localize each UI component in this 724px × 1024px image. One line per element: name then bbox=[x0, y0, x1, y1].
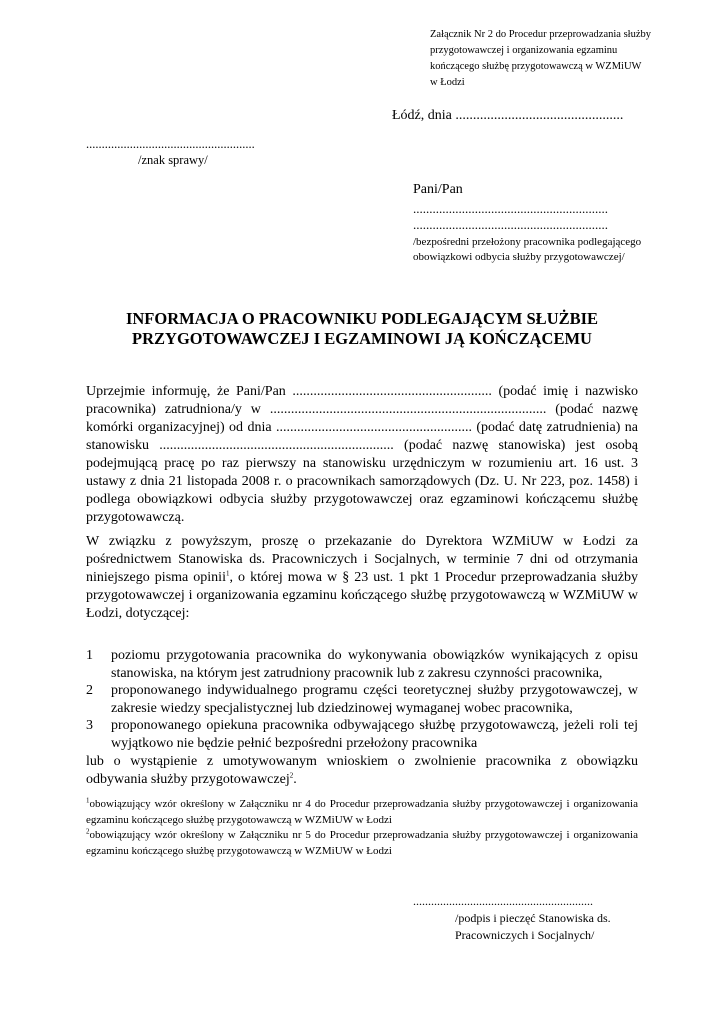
annex-line: przygotowawczej i organizowania egzaminu bbox=[430, 45, 618, 56]
list-item-number: 1 bbox=[86, 648, 93, 663]
footnote-text: obowiązujący wzór określony w Załączniku nr 4 do Procedur przeprowadzania służby przygotowawczej i organizowania egzaminu kończącego służbę przygotowawczą w WZMiUW w Łodzi bbox=[86, 798, 638, 826]
annex-line: Załącznik Nr 2 do Procedur przeprowadzania służby bbox=[430, 29, 651, 40]
case-reference-dots: ...................................................... bbox=[86, 137, 255, 151]
signature-block bbox=[413, 893, 653, 944]
annex-header bbox=[430, 27, 700, 91]
footnote bbox=[86, 828, 638, 859]
document-title bbox=[86, 309, 638, 349]
case-reference bbox=[86, 137, 255, 168]
footnote-marker: 2 bbox=[86, 827, 90, 836]
footnote-text: obowiązujący wzór określony w Załączniku nr 5 do Procedur przeprowadzania służby przygotowawczej i organizowania egzaminu kończącego służbę przygotowawczą w WZMiUW w Łodzi bbox=[86, 829, 638, 857]
list-item bbox=[86, 717, 638, 752]
list-item-text: poziomu przygotowania pracownika do wykonywania obowiązków wynikających z opisu stanowiska, na którym jest zatrudniony pracownik lub z zakresu czynności pracownika, bbox=[111, 648, 638, 681]
list-item-text: proponowanego indywidualnego programu części teoretycznej służby przygotowawczej, w zakresie wiedzy specjalistycznej lub dziedzinowej wymaganej wobec pracownika, bbox=[111, 683, 638, 716]
list-item-text: proponowanego opiekuna pracownika odbywającego służbę przygotowawczą, jeżeli roli tej wyjątkowo nie będzie pełnić bezpośredni przełożony pracownika bbox=[111, 718, 638, 751]
title-line: PRZYGOTOWAWCZEJ I EGZAMINOWI JĄ KOŃCZĄCEMU bbox=[132, 329, 592, 348]
annex-line: kończącego służbę przygotowawczą w WZMiUW bbox=[430, 61, 642, 72]
footnotes bbox=[86, 797, 638, 859]
paragraph-alternative-text: . bbox=[293, 772, 297, 787]
signature-label: /podpis i pieczęć Stanowiska ds. bbox=[455, 911, 611, 925]
footnote-marker: 1 bbox=[86, 796, 90, 805]
paragraph-request-text: , o której mowa w § 23 ust. 1 pkt 1 Procedur przeprowadzania służby przygotowawczej i organizowania egzaminu kończącego służbę przygotowawczą w WZMiUW w Łodzi, dotyczącej: bbox=[86, 570, 638, 621]
signature-dots: ............................................................ bbox=[413, 894, 593, 908]
paragraph-alternative bbox=[86, 753, 638, 789]
list-item bbox=[86, 682, 638, 717]
list-item-number: 3 bbox=[86, 718, 93, 733]
request-list bbox=[86, 647, 638, 752]
addressee-block bbox=[413, 182, 653, 265]
signature-label: Pracowniczych i Socjalnych/ bbox=[455, 928, 595, 942]
list-item bbox=[86, 647, 638, 682]
addressee-line: ............................................................ bbox=[413, 201, 608, 216]
paragraph-request bbox=[86, 533, 638, 623]
footnote bbox=[86, 797, 638, 828]
addressee-note: /bezpośredni przełożony pracownika podlegającego obowiązkowi odbycia służby przygotowawczej/ bbox=[413, 236, 642, 263]
list-item-number: 2 bbox=[86, 683, 93, 698]
paragraph-alternative-text: lub o wystąpienie z umotywowanym wnioskiem o zwolnienie pracownika z obowiązku odbywania służby przygotowawczej bbox=[86, 754, 638, 787]
addressee-line: ............................................................ bbox=[413, 217, 608, 232]
footnote-ref: 2 bbox=[289, 771, 294, 780]
paragraph-request-text: W związku z powyższym, proszę o przekazanie do Dyrektora WZMiUW w Łodzi za pośrednictwem Stanowiska ds. Pracowniczych i Socjalnych, w terminie 7 dni od otrzymania niniejszego pisma opinii bbox=[86, 534, 638, 585]
annex-line: w Łodzi bbox=[430, 77, 465, 88]
footnote-ref: 1 bbox=[225, 569, 230, 578]
title-line: INFORMACJA O PRACOWNIKU PODLEGAJĄCYM SŁUŻBIE bbox=[125, 309, 599, 328]
case-reference-label: /znak sprawy/ bbox=[138, 153, 208, 167]
paragraph-intro: Uprzejmie informuję, że Pani/Pan ......................................................... (podać imię i nazwisko pracownika) zatrudniona/y w ............................................................................... (podać nazwę komórki organizacyjnej) od dnia ........................................................ (podać datę zatrudnienia) na stanowisku ................................................................... (podać nazwę stanowiska) jest osobą podejmującą pracę po raz pierwszy na stanowisku urzędniczym w rozumieniu art. 16 ust. 3 ustawy z dnia 21 listopada 2008 r. o pracownikach samorządowych (Dz. U. Nr 223, poz. 1458) i podlega obowiązkowi odbycia służby przygotowawczej oraz egzaminowi kończącemu służbę przygotowawczą. bbox=[86, 384, 638, 525]
place-date-line: Łódź, dnia ................................................ bbox=[392, 108, 624, 123]
addressee-salutation: Pani/Pan bbox=[413, 182, 463, 197]
